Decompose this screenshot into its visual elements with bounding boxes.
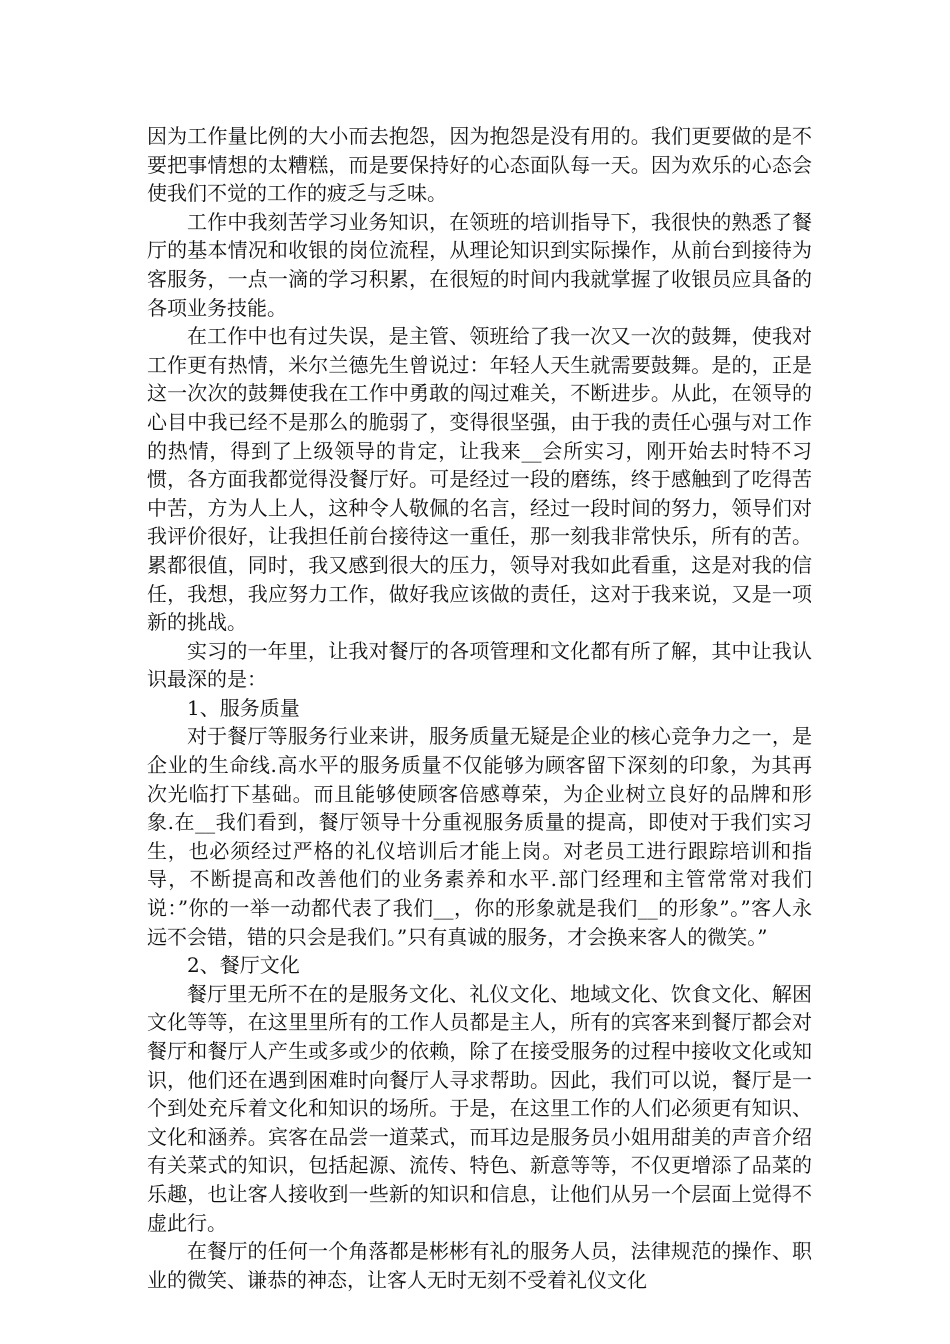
document-body	[147, 122, 812, 1294]
paragraph-2: 工作中我刻苦学习业务知识，在领班的培训指导下，我很快的熟悉了餐厅的基本情况和收银的岗位流程，从理论知识到实际操作，从前台到接待为客服务，一点一滴的学习积累，在很短的时间内我就掌握了收银员应具备的各项业务技能。	[147, 209, 812, 320]
section-heading-restaurant-culture: 2、餐厅文化	[187, 953, 300, 978]
section-heading-service-quality: 1、服务质量	[187, 695, 300, 720]
paragraph-3: 在工作中也有过失误，是主管、领班给了我一次又一次的鼓舞，使我对工作更有热情，米尔兰德先生曾说过：年轻人天生就需要鼓舞。是的，正是这一次次的鼓舞使我在工作中勇敢的闯过难关，不断进步。从此，在领导的心目中我已经不是那么的脆弱了，变得很坚强，由于我的责任心强与对工作的热情，得到了上级领导的肯定，让我来__会所实习，刚开始去时特不习惯，各方面我都觉得没餐厅好。可是经过一段的磨练，终于感触到了吃得苦中苦，方为人上人，这种令人敬佩的名言，经过一段时间的努力，领导们对我评价很好，让我担任前台接待这一重任，那一刻我非常快乐，所有的苦。累都很值，同时，我又感到很大的压力，领导对我如此看重，这是对我的信任，我想，我应努力工作，做好我应该做的责任，这对于我来说，又是一项新的挑战。	[147, 324, 812, 635]
paragraph-7: 在餐厅的任何一个角落都是彬彬有礼的服务人员，法律规范的操作、职业的微笑、谦恭的神态，让客人无时无刻不受着礼仪文化	[147, 1239, 812, 1292]
paragraph-1: 因为工作量比例的大小而去抱怨，因为抱怨是没有用的。我们更要做的是不要把事情想的太糟糕，而是要保持好的心态面队每一天。因为欢乐的心态会使我们不觉的工作的疲乏与乏味。	[147, 124, 812, 206]
paragraph-5: 对于餐厅等服务行业来讲，服务质量无疑是企业的核心竞争力之一，是企业的生命线.高水平的服务质量不仅能够为顾客留下深刻的印象，为其再次光临打下基础。而且能够使顾客倍感尊荣，为企业树立良好的品牌和形象.在__我们看到，餐厅领导十分重视服务质量的提高，即使对于我们实习生，也必须经过严格的礼仪培训后才能上岗。对老员工进行跟踪培训和指导，不断提高和改善他们的业务素养和水平.部门经理和主管常常对我们说：”你的一举一动都代表了我们__，你的形象就是我们__的形象”。”客人永远不会错，错的只会是我们。”只有真诚的服务，才会换来客人的微笑。”	[147, 724, 812, 949]
paragraph-6: 餐厅里无所不在的是服务文化、礼仪文化、地域文化、饮食文化、解困文化等等，在这里里所有的工作人员都是主人，所有的宾客来到餐厅都会对餐厅和餐厅人产生或多或少的依赖，除了在接受服务的过程中接收文化或知识，他们还在遇到困难时向餐厅人寻求帮助。因此，我们可以说，餐厅是一个到处充斥着文化和知识的场所。于是，在这里工作的人们必须更有知识、文化和涵养。宾客在品尝一道菜式，而耳边是服务员小姐用甜美的声音介绍有关菜式的知识，包括起源、流传、特色、新意等等，不仅更增添了品菜的乐趣，也让客人接收到一些新的知识和信息，让他们从另一个层面上觉得不虚此行。	[147, 981, 812, 1235]
paragraph-4: 实习的一年里，让我对餐厅的各项管理和文化都有所了解，其中让我认识最深的是：	[147, 638, 812, 692]
